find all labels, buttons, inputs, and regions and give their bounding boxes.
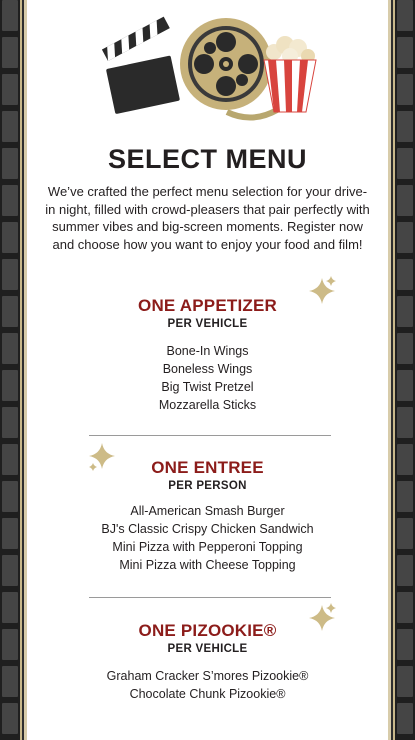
list-item: All-American Smash Burger [130, 504, 285, 518]
page-title: SELECT MENU [107, 144, 307, 174]
divider [89, 597, 331, 598]
film-strip-right [395, 0, 415, 740]
pizookie-subtitle: PER VEHICLE [167, 643, 248, 655]
list-item: BJ's Classic Crispy Chicken Sandwich [101, 522, 314, 536]
list-item: Mini Pizza with Cheese Topping [119, 558, 296, 572]
list-item: Boneless Wings [162, 362, 253, 376]
list-item: Bone-In Wings [166, 344, 249, 358]
intro-paragraph: We’ve crafted the perfect menu selection for your drive-in night, filled with crowd-pleasers that pair perfectly with summer vibes and big-screen moments. Register now and choose how you want to enjoy your food and film! [45, 184, 370, 252]
movie-illustration [102, 12, 322, 130]
entree-title: ONE ENTREE [151, 458, 264, 477]
film-strip-left [0, 0, 20, 740]
film-reel-icon [180, 18, 277, 118]
clapperboard-icon [102, 17, 180, 114]
entree-subtitle: PER PERSON [168, 480, 247, 492]
appetizer-list [27, 342, 388, 414]
list-item: Mini Pizza with Pepperoni Topping [112, 540, 303, 554]
list-item: Big Twist Pretzel [161, 380, 254, 394]
list-item: Graham Cracker S’mores Pizookie® [106, 669, 309, 683]
appetizer-title: ONE APPETIZER [138, 296, 277, 315]
pizookie-list [27, 667, 388, 703]
pizookie-title: ONE PIZOOKIE® [138, 621, 277, 640]
list-item: Chocolate Chunk Pizookie® [129, 687, 286, 701]
gold-rail-left [20, 0, 22, 740]
popcorn-icon [264, 36, 316, 112]
divider [89, 435, 331, 436]
entree-list [27, 502, 388, 574]
list-item: Mozzarella Sticks [158, 398, 257, 412]
appetizer-subtitle: PER VEHICLE [167, 318, 248, 330]
gold-rail-right [393, 0, 395, 740]
menu-panel [24, 0, 391, 740]
